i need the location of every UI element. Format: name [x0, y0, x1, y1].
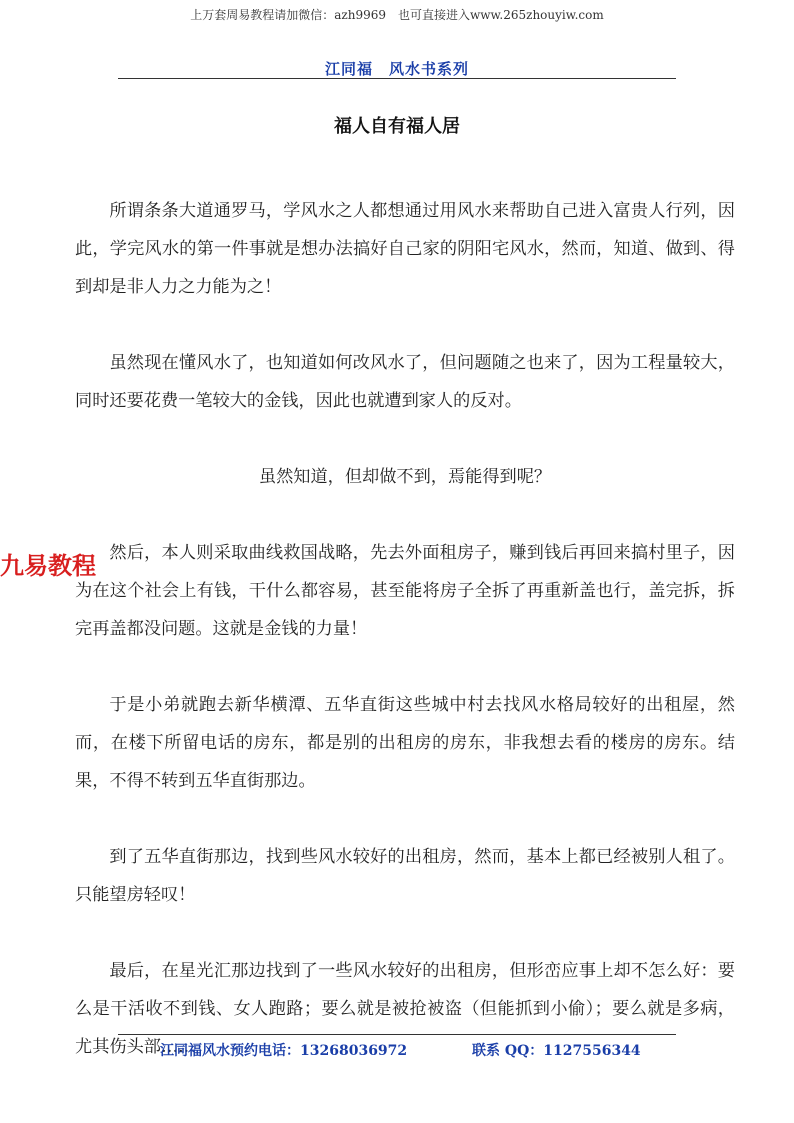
- contact-phone: 江同福风水预约电话：13268036972: [160, 1043, 408, 1059]
- footer-divider: [118, 1034, 676, 1035]
- paragraph: 然后，本人则采取曲线救国战略，先去外面租房子，赚到钱后再回来搞村里子，因为在这个社会上有钱，干什么都容易，甚至能将房子全拆了再重新盖也行，盖完拆，拆完再盖都没问题。这就是金钱的力量！: [75, 543, 735, 639]
- paragraph: 于是小弟就跑去新华横潭、五华直街这些城中村去找风水格局较好的出租屋，然而，在楼下所留电话的房东，都是别的出租房的房东，非我想去看的楼房的房东。结果，不得不转到五华直街那边。: [75, 695, 735, 791]
- paragraph: 所谓条条大道通罗马，学风水之人都想通过用风水来帮助自己进入富贵人行列，因此，学完风水的第一件事就是想办法搞好自己家的阴阳宅风水，然而，知道、做到、得到却是非人力之力能为之！: [75, 201, 735, 297]
- series-title: 江同福 风水书系列: [324, 60, 469, 78]
- watermark-label: 九易教程: [0, 546, 100, 581]
- paragraph: 虽然现在懂风水了，也知道如何改风水了，但问题随之也来了，因为工程量较大，同时还要花费一笔较大的金钱，因此也就遭到家人的反对。: [75, 353, 735, 411]
- paragraph: 最后，在星光汇那边找到了一些风水较好的出租房，但形峦应事上却不怎么好：要么是干活收不到钱、女人跑路；要么就是被抢被盗（但能抓到小偷）；要么就是多病，尤其伤头部…..: [75, 961, 735, 1057]
- header-divider: [118, 78, 676, 79]
- article-body: [75, 192, 735, 1104]
- page-title: 福人自有福人居: [334, 116, 460, 137]
- contact-qq: 联系 QQ：1127556344: [472, 1043, 641, 1059]
- paragraph-centered: 虽然知道，但却做不到，焉能得到呢？: [258, 467, 552, 487]
- top-note: 上万套周易教程请加微信：azh9969 也可直接进入www.265zhouyiw.com: [190, 8, 604, 22]
- paragraph: 到了五华直街那边，找到些风水较好的出租房，然而，基本上都已经被别人租了。只能望房轻叹！: [75, 847, 735, 905]
